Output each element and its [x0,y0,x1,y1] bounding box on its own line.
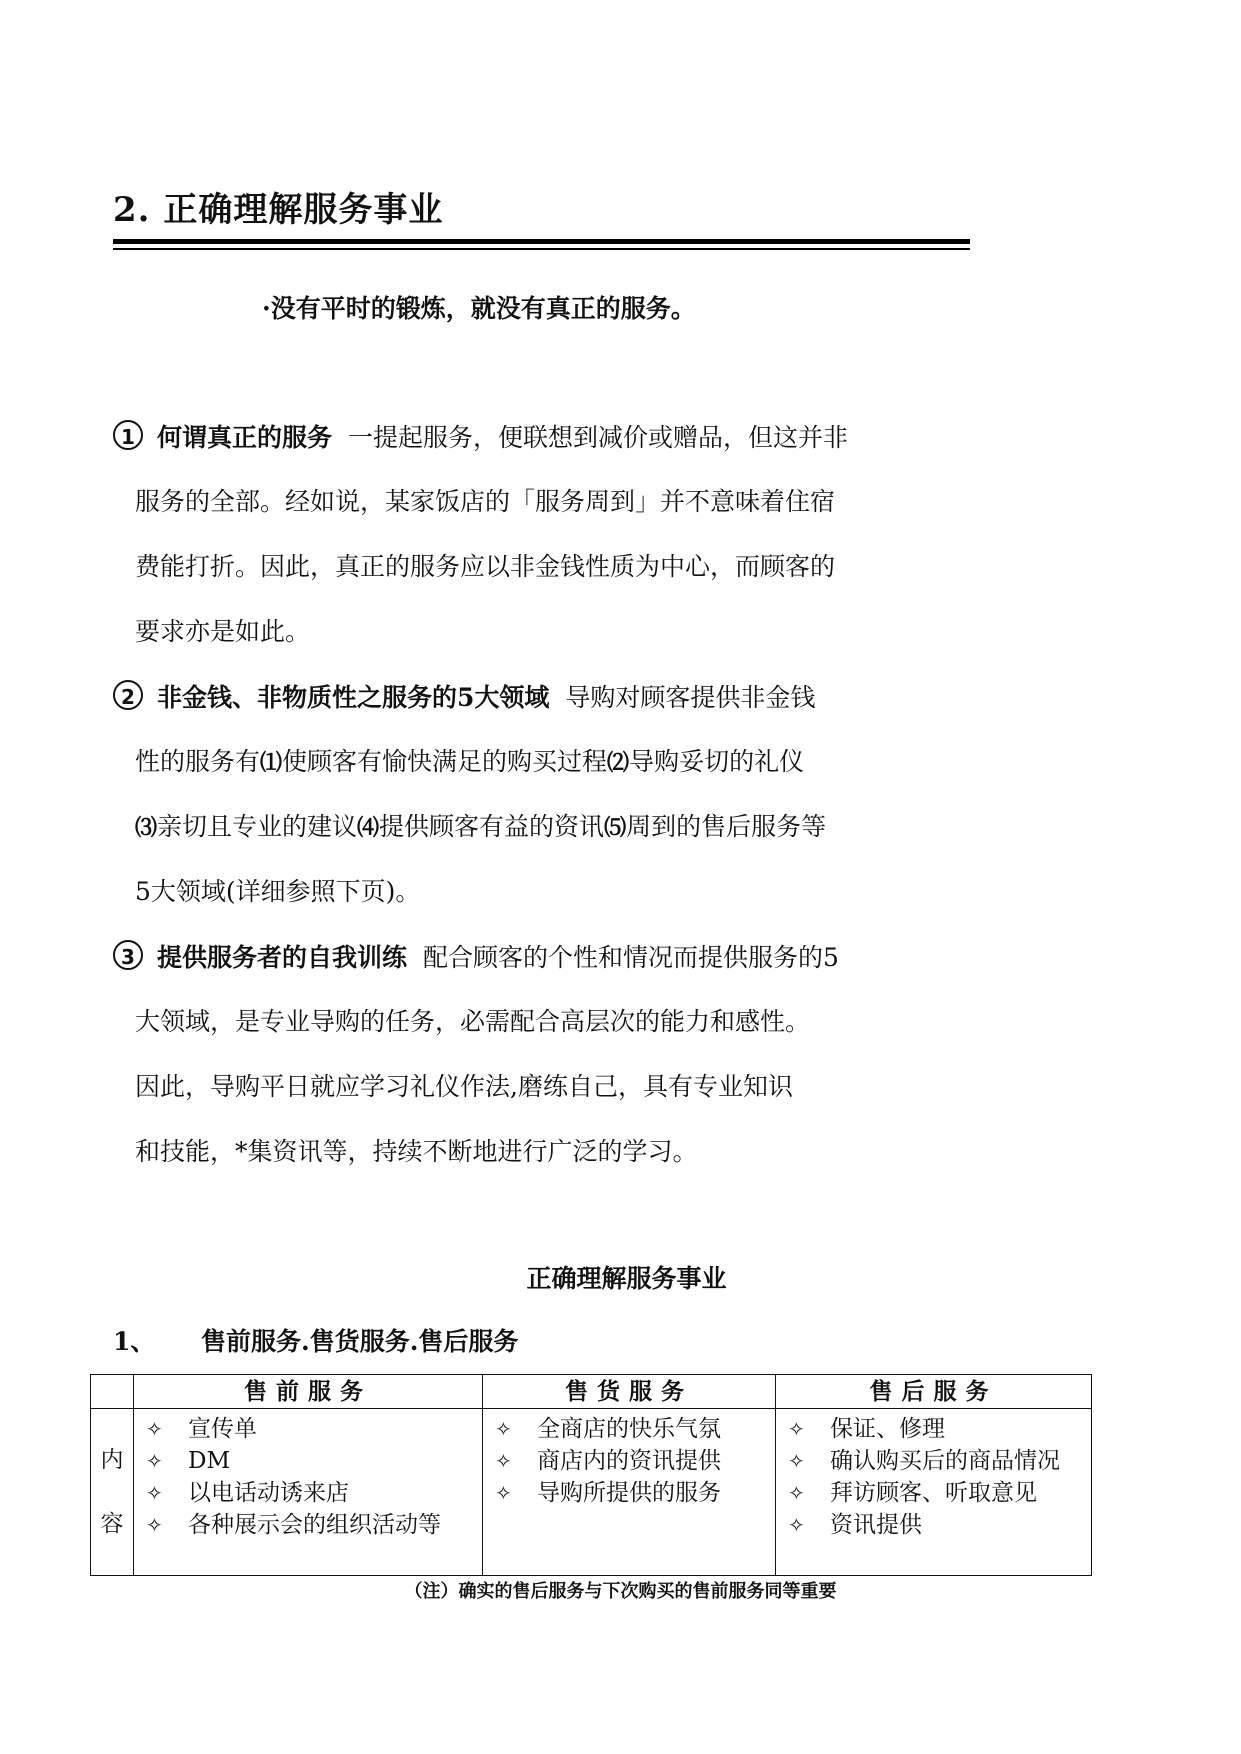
item-line: 和技能，*集资讯等，持续不断地进行广泛的学习。 [135,1137,698,1166]
item-text: 一提起服务，便联想到减价或赠品，但这并非 [348,423,849,452]
title-rule-thin [113,248,970,250]
item-heading: 非金钱、非物质性之服务的5大领域 [157,683,550,712]
table-note: （注）确实的售后服务与下次购买的售前服务同等重要 [404,1581,837,1602]
list-item-text: 拜访顾客、听取意见 [830,1480,1037,1506]
list-item [495,1477,775,1509]
item-text: 配合顾客的个性和情况而提供服务的5 [423,943,839,972]
list-item-text: 以电话动诱来店 [188,1480,349,1506]
circled-number-icon: 1 [113,420,143,450]
list-item-text: 商店内的资讯提供 [537,1448,721,1474]
list-item [146,1509,482,1541]
diamond-bullet-icon: ✧ [495,1449,512,1473]
list-item [788,1477,1091,1509]
list-item [495,1413,775,1445]
item-first-line [113,420,973,454]
list-item-text: 全商店的快乐气氛 [537,1416,721,1442]
list-item-text: 确认购买后的商品情况 [830,1448,1060,1474]
list-item [495,1445,775,1477]
diamond-bullet-icon: ✧ [146,1513,163,1537]
paren-number: ⑵ [607,751,630,776]
item-true-service [113,420,973,649]
column-header-sale: 售货服务 [483,1375,776,1409]
item-line: 大领域，是专业导购的任务，必需配合高层次的能力和感性。 [135,1007,811,1036]
list-item [146,1413,482,1445]
diamond-bullet-icon: ✧ [495,1417,512,1441]
section-title: 2. 正确理解服务事业 [113,190,444,230]
diamond-bullet-icon: ✧ [146,1481,163,1505]
pre-sale-list [134,1409,482,1541]
slogan: ·没有平时的锻炼，就没有真正的服务。 [262,294,696,323]
item-first-line [113,940,973,974]
list-item [788,1509,1091,1541]
after-sale-list [776,1409,1091,1541]
diamond-bullet-icon: ✧ [788,1481,805,1505]
paren-number: ⑶ [135,816,158,841]
side-label-cell [91,1409,134,1576]
item-line: 5大领域(详细参照下页)。 [135,877,421,906]
title-rule-thick [113,239,970,244]
table-heading-number: 1、 [113,1327,156,1356]
item-self-training [113,940,973,1169]
item-line: 费能打折。因此，真正的服务应以非金钱性质为中心，而顾客的 [135,552,836,581]
sale-cell [483,1409,776,1576]
list-item-text: 宣传单 [188,1416,257,1442]
item-five-domains [113,680,973,909]
item-first-line [113,680,973,714]
paren-number: ⑷ [357,816,380,841]
list-item [146,1477,482,1509]
table-heading-text: 售前服务.售货服务.售后服务 [201,1327,519,1356]
item-line [113,745,973,779]
sale-list [483,1409,775,1509]
item-heading: 提供服务者的自我训练 [157,943,408,972]
table-corner-cell [91,1375,134,1409]
list-item [788,1413,1091,1445]
item-text: 使顾客有愉快满足的购买过程 [282,747,608,776]
item-line: 因此，导购平日就应学习礼仪作法,磨练自己，具有专业知识 [135,1072,793,1101]
item-line [113,810,973,844]
item-text: 亲切且专业的建议 [157,812,358,841]
paren-number: ⑴ [260,751,283,776]
item-text: 导购对顾客提供非金钱 [565,683,816,712]
list-item-text: 导购所提供的服务 [537,1480,721,1506]
diamond-bullet-icon: ✧ [788,1513,805,1537]
table-header-row [91,1375,1092,1409]
list-item [146,1445,482,1477]
item-line: 要求亦是如此。 [135,617,311,646]
diamond-bullet-icon: ✧ [788,1417,805,1441]
service-table [90,1374,1092,1576]
list-item-text: 资讯提供 [830,1512,922,1538]
item-text: 提供顾客有益的资讯 [379,812,605,841]
side-label-char: 容 [100,1510,124,1537]
side-label-char: 内 [100,1446,124,1473]
list-item-text: 各种展示会的组织活动等 [188,1512,441,1538]
item-heading: 何谓真正的服务 [157,423,333,452]
column-header-after-sale: 售后服务 [776,1375,1092,1409]
paren-number: ⑸ [604,816,627,841]
diamond-bullet-icon: ✧ [788,1449,805,1473]
circled-number-icon: 2 [113,680,143,710]
list-item-text: DM [188,1448,230,1474]
diamond-bullet-icon: ✧ [146,1449,163,1473]
item-text: 性的服务有 [135,747,261,776]
item-text: 周到的售后服务等 [626,812,827,841]
pre-sale-cell [134,1409,483,1576]
diamond-bullet-icon: ✧ [495,1481,512,1505]
item-text: 导购妥切的礼仪 [629,747,805,776]
item-line: 服务的全部。经如说，某家饭店的「服务周到」并不意味着住宿 [135,487,836,516]
table-heading [113,1325,518,1359]
list-item-text: 保证、修理 [830,1416,945,1442]
sub-title: 正确理解服务事业 [526,1264,727,1293]
after-sale-cell [776,1409,1092,1576]
table-row [91,1409,1092,1576]
diamond-bullet-icon: ✧ [146,1417,163,1441]
circled-number-icon: 3 [113,940,143,970]
column-header-pre-sale: 售前服务 [134,1375,483,1409]
list-item [788,1445,1091,1477]
